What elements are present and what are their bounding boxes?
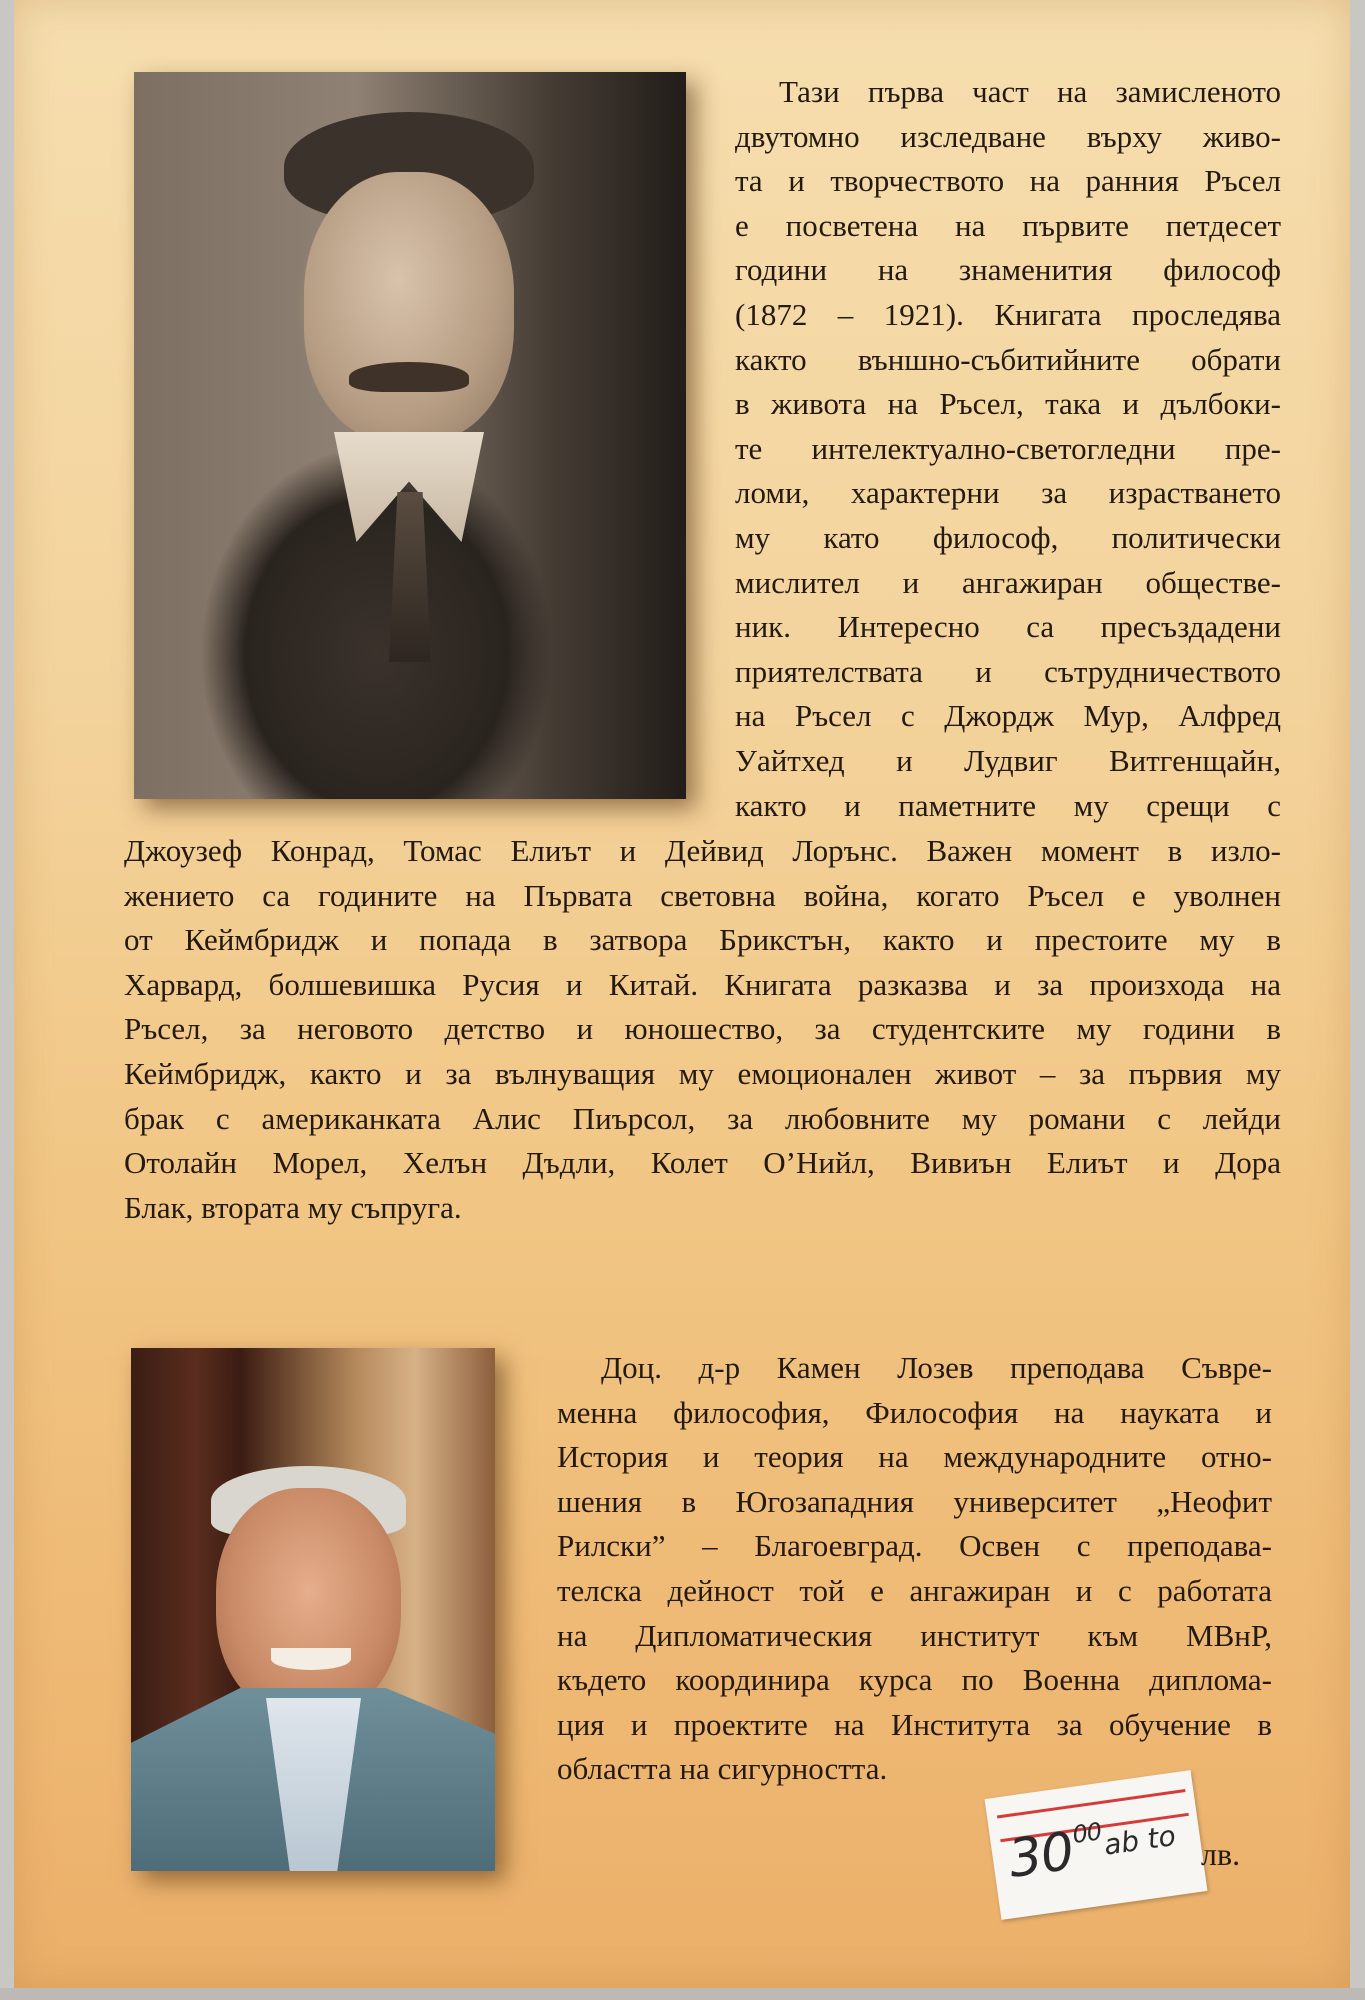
- book-description-side: [735, 70, 1281, 828]
- text-line: Блак, втората му съпруга.: [124, 1189, 462, 1225]
- text-line: години на знаменития философ: [735, 252, 1281, 288]
- text-line: Кеймбридж, както и за вълнуващия му емоционален живот – за първия му: [124, 1055, 1281, 1091]
- price-currency: лв.: [1201, 1836, 1241, 1872]
- text-line: мислител и ангажиран обществе-: [735, 564, 1281, 600]
- text-line: ция и проектите на Института за обучение в: [557, 1706, 1272, 1742]
- text-line: както и паметните му срещи с: [735, 787, 1281, 823]
- text-line: както външно-събитийните обрати: [735, 341, 1281, 377]
- text-line: Тази първа част на замисленото: [779, 74, 1281, 109]
- book-description-full: [124, 829, 1281, 1230]
- text-line: те интелектуално-светогледни пре-: [735, 430, 1281, 466]
- text-line: (1872 – 1921). Книгата проследява: [735, 296, 1281, 332]
- text-line: му като философ, политически: [735, 519, 1281, 555]
- text-line: Ръсел, за неговото детство и юношество, за студентските му години в: [124, 1011, 1281, 1047]
- background-surface: [0, 1988, 1365, 2000]
- text-line: Отолайн Морел, Хелън Дъдли, Колет О’Нийл, Вивиън Елиът и Дора: [124, 1145, 1281, 1181]
- text-line: ломи, характерни за израстването: [735, 475, 1281, 511]
- handwritten-note: ab to: [1101, 1819, 1178, 1862]
- text-line: Уайтхед и Лудвиг Витгенщайн,: [735, 742, 1281, 778]
- text-line: жението са годините на Първата световна война, когато Ръсел е уволнен: [124, 877, 1281, 913]
- text-line: областта на сигурността.: [557, 1751, 888, 1787]
- text-line: Харвард, болшевишка Русия и Китай. Книгата разказва и за произхода на: [124, 966, 1281, 1002]
- text-line: приятелствата и сътрудничеството: [735, 653, 1281, 689]
- text-line: на Ръсел с Джордж Мур, Алфред: [735, 698, 1281, 734]
- text-line: Джоузеф Конрад, Томас Елиът и Дейвид Лорънс. Важен момент в изло-: [124, 833, 1281, 868]
- handwritten-price: $30^{00}$: [1005, 1817, 1103, 1890]
- russell-portrait-photo: [134, 72, 686, 799]
- text-line: Доц. д-р Камен Лозев преподава Съвре-: [601, 1350, 1272, 1385]
- text-line: в живота на Ръсел, така и дълбоки-: [735, 386, 1281, 422]
- text-line: телска дейност той е ангажиран и с работата: [557, 1572, 1272, 1608]
- text-line: е посветена на първите петдесет: [735, 207, 1281, 243]
- text-line: ник. Интересно са пресъздадени: [735, 609, 1281, 645]
- text-line: шения в Югозападния университет „Неофит: [557, 1483, 1272, 1519]
- text-line: та и творчеството на ранния Ръсел: [735, 163, 1281, 199]
- text-line: брак с американката Алис Пиърсол, за любовните му романи с лейди: [124, 1100, 1281, 1136]
- text-line: на Дипломатическия институт към МВнР,: [557, 1617, 1272, 1653]
- text-line: История и теория на международните отно-: [557, 1439, 1272, 1475]
- text-line: Рилски” – Благоевград. Освен с преподава-: [557, 1528, 1272, 1564]
- book-back-cover: [14, 0, 1350, 1988]
- text-line: двутомно изследване върху живо-: [735, 118, 1281, 154]
- author-portrait-photo: [131, 1348, 495, 1871]
- author-bio: [557, 1346, 1272, 1792]
- text-line: от Кеймбридж и попада в затвора Брикстън, както и престоите му в: [124, 922, 1281, 958]
- text-line: където координира курса по Военна диплома-: [557, 1662, 1272, 1698]
- text-line: менна философия, Философия на науката и: [557, 1394, 1272, 1430]
